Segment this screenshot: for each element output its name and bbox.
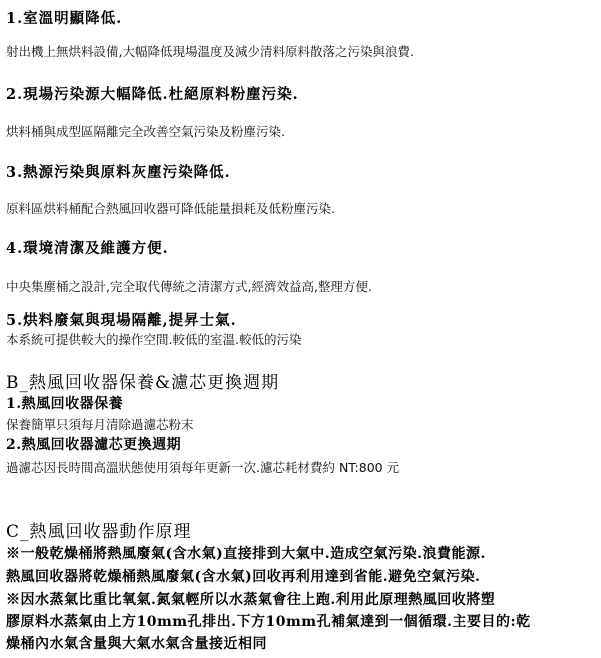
section-5-body: 本系統可提供較大的操作空間.較低的室溫.較低的污染 xyxy=(6,332,302,347)
section-2-body: 烘料桶與成型區隔離完全改善空氣污染及粉塵污染. xyxy=(6,124,285,139)
section-4-body: 中央集塵桶之設計,完全取代傳統之清潔方式,經濟效益高,整理方便. xyxy=(6,279,372,294)
section-4-title: 4.環境清潔及維護方便. xyxy=(6,240,169,257)
section-3-body: 原料區烘料桶配合熱風回收器可降低能量損耗及低粉塵污染. xyxy=(6,201,335,216)
section-5-title: 5.烘料廢氣與現場隔離,提昇士氣. xyxy=(6,312,237,329)
section-b-heading: B_熱風回收器保養&濾芯更換週期 xyxy=(6,373,280,393)
section-c-line: 燥桶內水氣含量與大氣水氣含量接近相同 xyxy=(6,636,267,652)
section-b-item2-body: 過濾芯因長時間高溫狀態使用須每年更新一次.濾芯耗材費約 NT:800 元 xyxy=(6,460,400,475)
section-c-line: 熱風回收器將乾燥桶熱風廢氣(含水氣)回收再利用達到省能.避免空氣污染. xyxy=(6,569,481,585)
section-2-title: 2.現場污染源大幅降低.杜絕原料粉塵污染. xyxy=(6,86,299,103)
section-c-heading: C_熱風回收器動作原理 xyxy=(6,522,192,542)
section-c-line: ※一般乾燥桶將熱風廢氣(含水氣)直接排到大氣中.造成空氣污染.浪費能源. xyxy=(6,546,486,562)
section-b-item1-title: 1.熱風回收器保養 xyxy=(6,396,124,412)
section-1-body: 射出機上無烘料設備,大幅降低現場溫度及減少清料原料散落之污染與浪費. xyxy=(6,44,414,59)
section-b-item1-body: 保養簡單只須每月清除過濾芯粉末 xyxy=(6,417,194,432)
section-3-title: 3.熱源污染與原料灰塵污染降低. xyxy=(6,164,231,181)
section-c-line: 膠原料水蒸氣由上方10mm孔排出.下方10mm孔補氣達到一個循環.主要目的:乾 xyxy=(6,614,531,630)
section-c-line: ※因水蒸氣比重比氧氣.氮氣輕所以水蒸氣會往上跑.利用此原理熱風回收將塑 xyxy=(6,592,496,608)
section-1-title: 1.室溫明顯降低. xyxy=(6,10,123,27)
section-b-item2-title: 2.熱風回收器濾芯更換週期 xyxy=(6,437,182,453)
